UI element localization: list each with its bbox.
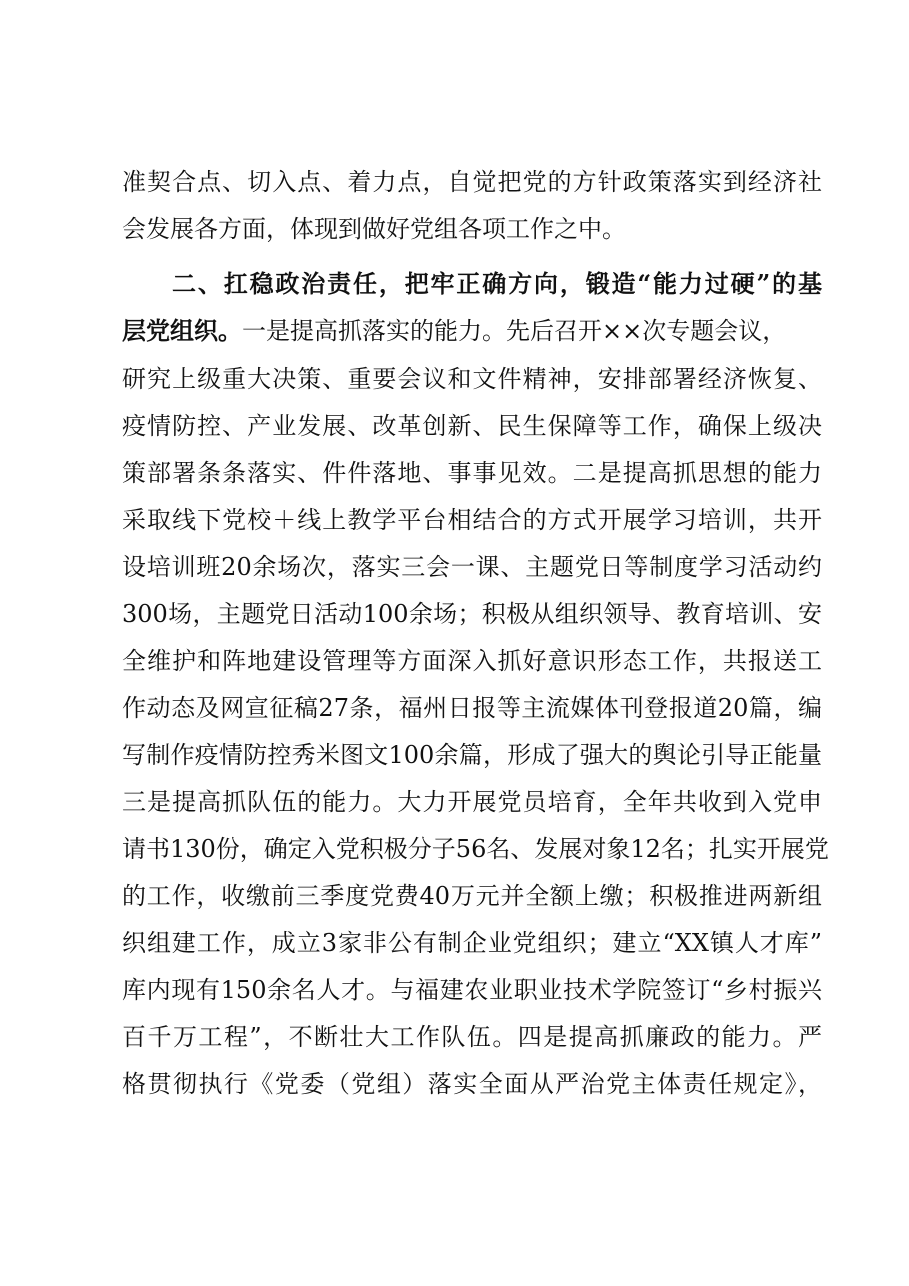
paragraph-line-5: 疫情防控、产业发展、改革创新、民生保障等工作，确保上级决 <box>122 412 822 440</box>
paragraph-line-15: 的工作，收缴前三季度党费40万元并全额上缴；积极推进两新组 <box>122 882 822 910</box>
paragraph-line-12: 写制作疫情防控秀米图文100余篇，形成了强大的舆论引导正能量 <box>122 741 822 769</box>
paragraph-line-10: 全维护和阵地建设管理等方面深入抓好意识形态工作，共报送工 <box>122 647 822 675</box>
paragraph-line-7: 采取线下党校＋线上教学平台相结合的方式开展学习培训，共开 <box>122 506 822 534</box>
paragraph-line-18: 百千万工程”，不断壮大工作队伍。四是提高抓廉政的能力。严 <box>122 1023 822 1051</box>
paragraph-line-9: 300场，主题党日活动100余场；积极从组织领导、教育培训、安 <box>122 600 822 628</box>
paragraph-line-6: 策部署条条落实、件件落地、事事见效。二是提高抓思想的能力 <box>122 459 822 487</box>
paragraph-line-17: 库内现有150余名人才。与福建农业职业技术学院签订“乡村振兴 <box>122 976 822 1004</box>
paragraph-line-16: 织组建工作，成立3家非公有制企业党组织；建立“XX镇人才库” <box>122 929 822 957</box>
paragraph-line-13: 三是提高抓队伍的能力。大力开展党员培育，全年共收到入党申 <box>122 788 822 816</box>
paragraph-line-2: 会发展各方面，体现到做好党组各项工作之中。 <box>122 215 626 243</box>
paragraph-line-14: 请书130份，确定入党积极分子56名、发展对象12名；扎实开展党 <box>122 835 829 863</box>
section-heading-line-1: 二、扛稳政治责任，把牢正确方向，锻造“能力过硬”的基 <box>172 269 822 298</box>
paragraph-line-19: 格贯彻执行《党委（党组）落实全面从严治党主体责任规定》， <box>122 1070 822 1098</box>
section-heading-line-2-row <box>122 309 822 353</box>
paragraph-line-8: 设培训班20余场次，落实三会一课、主题党日等制度学习活动约 <box>122 553 822 581</box>
paragraph-line-3: 一是提高抓落实的能力。先后召开××次专题会议， <box>242 317 787 345</box>
paragraph-line-4: 研究上级重大决策、重要会议和文件精神，安排部署经济恢复、 <box>122 365 822 393</box>
paragraph-line-1: 准契合点、切入点、着力点，自觉把党的方针政策落实到经济社 <box>122 168 822 196</box>
paragraph-line-11: 作动态及网宣征稿27条，福州日报等主流媒体刊登报道20篇，编 <box>122 694 822 722</box>
section-heading-line-2: 层党组织。 <box>122 316 242 345</box>
